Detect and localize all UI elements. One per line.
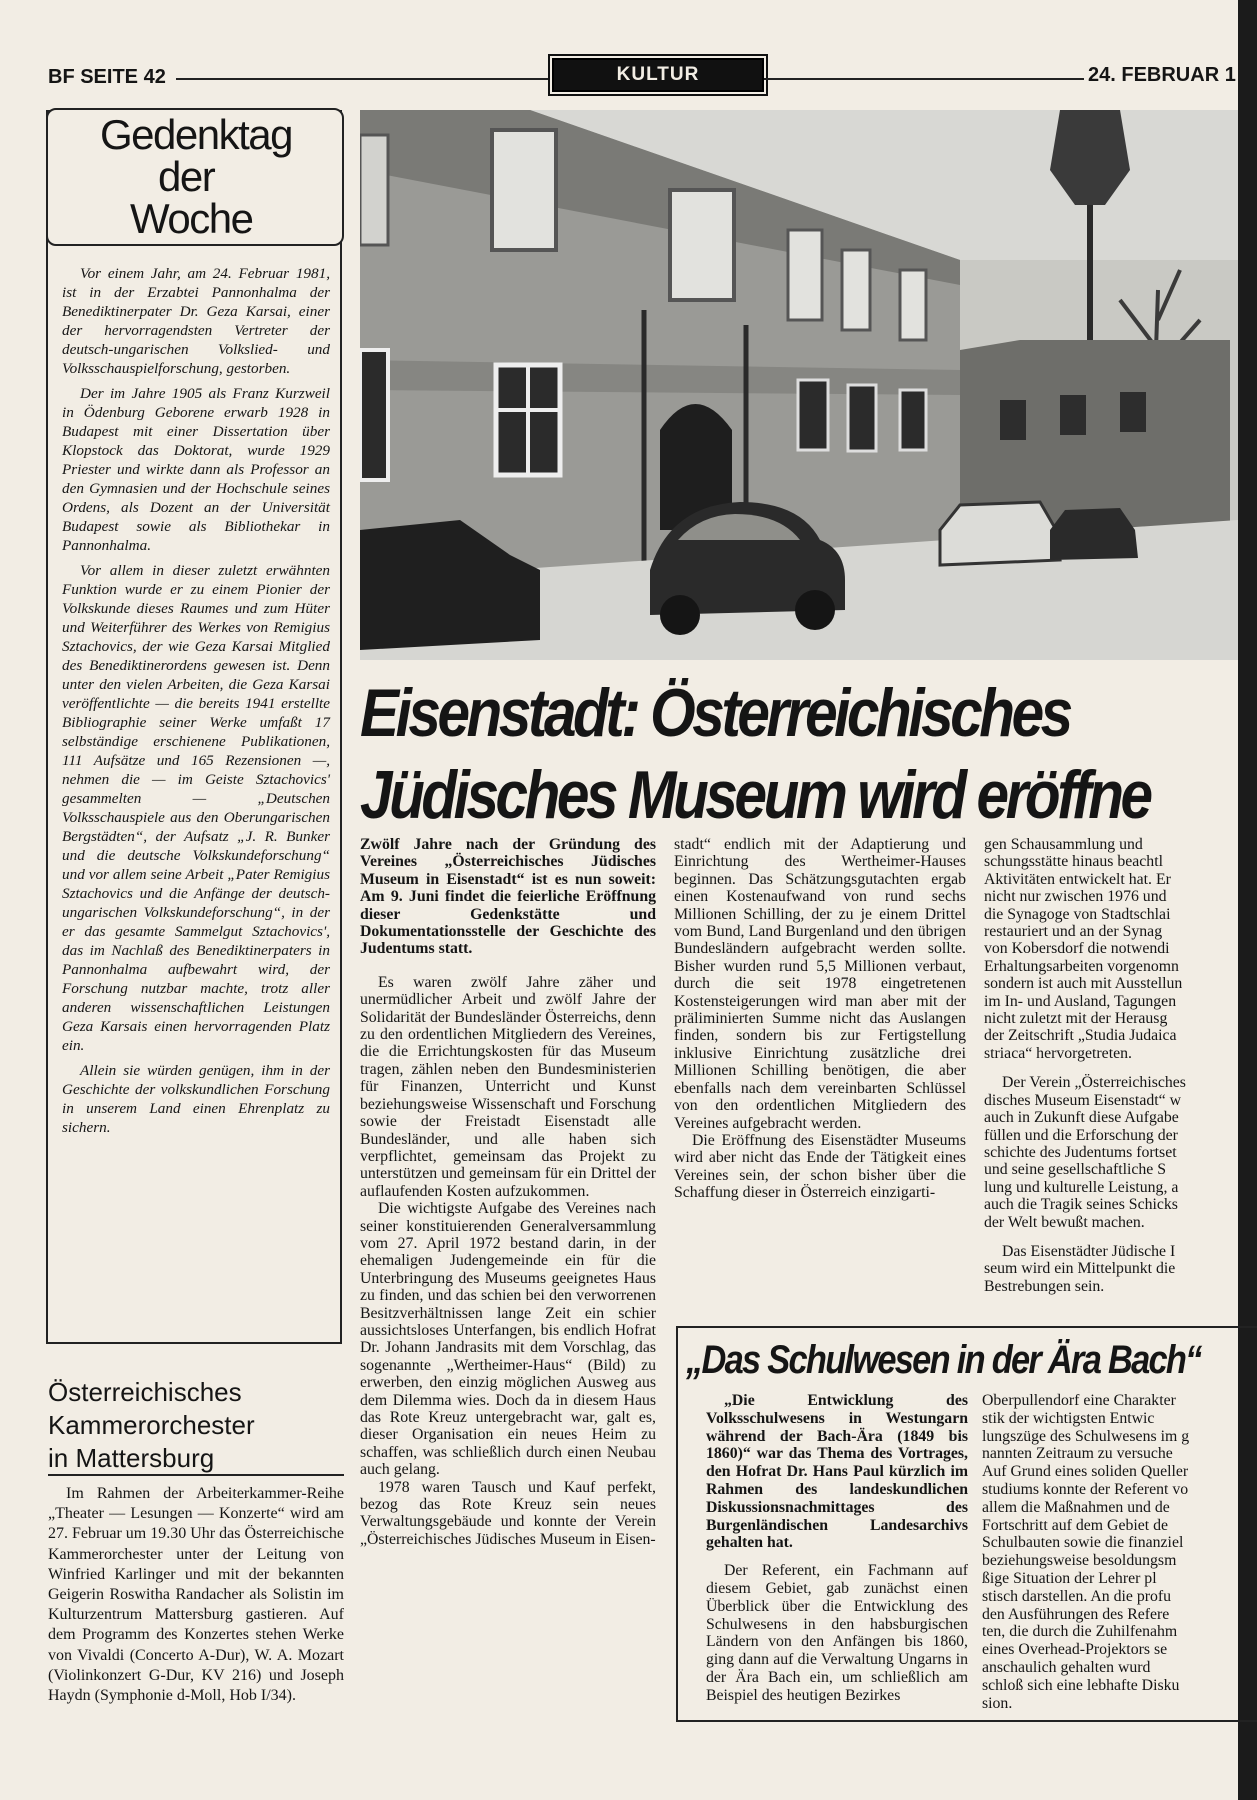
issue-date: 24. FEBRUAR 1 <box>1088 64 1236 86</box>
text-line: schloß sich eine lebhafte Disku <box>982 1676 1180 1694</box>
text-line: Schulbauten sowie die finanziel <box>982 1534 1184 1552</box>
gedenktag-paragraph: Der im Jahre 1905 als Franz Kurzweil in Ödenburg Geborene erwarb 1928 in Budapest mit einer Dissertation über Klopstock das Doktorat, wurde 1929 Priester und wirkte dann als Professor an den Gymnasien und der Hochschule seines Ordens, als Dozent an der Universität Budapest sowie als Bibliothekar in Pannonhalma. <box>62 385 330 554</box>
text-line: Bestrebungen sein. <box>984 1277 1105 1295</box>
wertheimer-house-photo <box>360 110 1238 660</box>
museum-paragraph: Es waren zwölf Jahre zäher und unermüdlicher Arbeit und zwölf Jahre der Solidarität der Bundesländer Österreichs, denn zu den ordentlichen Mitgliedern des Vereines, die die Errichtungskosten für das Museum tragen, zählen neben den Bundesministerien für Finanzen, Unterricht und Kunst beziehungsweise Wissenschaft und Forschung sowie der Freistadt Eisenstadt alle Bundesländer, und alle haben sich verpflichtet, gemeinsam das Projekt zu unterstützen und gemeinsam für ein Drittel der auflaufenden Kosten aufzukommen. <box>360 973 656 1200</box>
text-line: nannten Zeitraum zu versuche <box>982 1445 1173 1463</box>
text-line: studiums konnte der Referent vo <box>982 1480 1189 1498</box>
gedenktag-text <box>62 264 330 1143</box>
kammerorchester-headline-line2: Kammerorchester <box>48 1410 255 1440</box>
text-line: Oberpullendorf eine Charakter <box>982 1392 1176 1409</box>
text-line: lungszüge des Schulwesens im g <box>982 1427 1190 1445</box>
museum-column-3-block-c <box>984 1243 1244 1295</box>
kammerorchester-rule <box>48 1474 344 1476</box>
schulwesen-lead: „Die Entwicklung des Volksschulwesens in Westungarn während der Bach-Ära (1849 bis 1860)“ war das Thema des Vortrages, den Hofrat Dr. Hans Paul kürzlich im Rahmen des landeskundlichen Diskussionsnachmittages des Burgenländischen Landesarchivs gehalten hat. <box>706 1392 968 1552</box>
text-line: sondern ist auch mit Ausstellun <box>984 975 1183 993</box>
museum-lead: Zwölf Jahre nach der Gründung des Vereines „Österreichisches Jüdisches Museum in Eisenstadt“ ist es nun soweit: Am 9. Juni findet die feierliche Eröffnung dieser Gedenkstätte und Dokumentationsstelle der Geschichte des Judentums statt. <box>360 836 656 958</box>
text-line: sion. <box>982 1694 1013 1712</box>
text-line: füllen und die Erforschung der <box>984 1126 1178 1144</box>
museum-paragraph: Die Eröffnung des Eisenstädter Museums wird aber nicht das Ende der Tätigkeit eines Vereines sein, der schon bisher über die Schaffung dieser in Österreich einzigarti- <box>674 1131 966 1202</box>
text-line: auch in Zukunft diese Aufgabe <box>984 1109 1179 1127</box>
text-line: Fortschritt auf dem Gebiet de <box>982 1516 1168 1534</box>
gedenktag-paragraph: Vor einem Jahr, am 24. Februar 1981, ist in der Erzabtei Pannonhalma der Benediktinerpater Dr. Geza Karsai, einer der hervorragendsten Vertreter der deutsch-ungarischen Volkslied- und Volksschauspielforschung, gestorben. <box>62 265 330 377</box>
text-line: eines Overhead-Projektors se <box>982 1641 1168 1659</box>
text-line: von Kobersdorf die notwendi <box>984 940 1170 958</box>
text-line: den Ausführungen des Refere <box>982 1605 1170 1623</box>
text-line: nicht zuletzt mit der Herausg <box>984 1010 1168 1028</box>
gedenktag-title-line2: der <box>158 153 215 200</box>
text-line: und seine gesellschaftliche S <box>984 1161 1167 1179</box>
museum-column-3-block-a <box>984 836 1244 1062</box>
museum-column-1 <box>360 836 656 1548</box>
kammerorchester-headline-line1: Österreichisches <box>48 1377 242 1407</box>
museum-paragraph: Die wichtigste Aufgabe des Vereines nach seiner konstituierenden Generalversammlung vom 27. April 1972 bestand darin, in der ehemaligen Judengemeinde ein für die Unterbringung des Museums geeignetes Haus zu finden, und das schien bei den verworrenen Besitzverhältnissen lange Zeit ein schier aussichtsloses Unterfangen, bis endlich Hofrat Dr. Johann Jandrasits mit dem Vorschlag, das sogenannte „Wertheimer-Haus“ (Bild) zu erwerben, den einzig möglichen Ausweg aus dem Dilemma wies. Doch da in diesem Haus das Rote Kreuz untergebracht war, galt es, dieser Organisation ein neues Heim zu schaffen, was schließlich durch einen Neubau auch gelang. <box>360 1200 656 1479</box>
museum-headline <box>360 672 1150 836</box>
text-line: auch die Tragik seines Schicks <box>984 1196 1178 1214</box>
kammerorchester-text <box>48 1484 344 1706</box>
text-line: stisch darstellen. An die profu <box>982 1587 1172 1605</box>
text-line: seum wird ein Mittelpunkt die <box>984 1260 1176 1278</box>
schulwesen-headline: „Das Schulwesen in der Ära Bach“ <box>686 1338 1201 1382</box>
text-line: striaca“ hervorgetreten. <box>984 1044 1132 1062</box>
text-line: gen Schausammlung und <box>984 836 1143 853</box>
header-rule-left <box>176 78 550 80</box>
text-line: Das Eisenstädter Jüdische I <box>1002 1242 1176 1260</box>
text-line: Erhaltungsarbeiten vorgenomn <box>984 957 1179 975</box>
kammerorchester-headline-line3: in Mattersburg <box>48 1443 215 1473</box>
page-number: BF SEITE 42 <box>48 66 166 88</box>
kammerorchester-paragraph: Im Rahmen der Arbeiterkammer-Reihe „Theater — Lesungen — Konzerte“ wird am 27. Februar um 19.30 Uhr das Österreichische Kammerorchester unter der Leitung von Winfried Karlinger und mit der bekannten Geigerin Roswitha Randacher als Solistin im Kulturzentrum Mattersburg gastieren. Auf dem Programm des Konzertes stehen Werke von Vivaldi (Concerto A-Dur), W. A. Mozart (Violinkonzert G-Dur, KV 216) und Joseph Haydn (Symphonie d-Moll, Hob I/34). <box>48 1485 344 1705</box>
text-line: stik der wichtigsten Entwic <box>982 1409 1155 1427</box>
photo-illustration <box>360 110 1238 660</box>
text-line: schichte des Judentums fortset <box>984 1143 1177 1161</box>
text-line: der Zeitschrift „Studia Judaica <box>984 1027 1177 1045</box>
schulwesen-column-1 <box>706 1392 968 1705</box>
text-line: Der Verein „Österreichisches <box>1002 1074 1186 1092</box>
text-line: schungsstätte hinaus beachtl <box>984 853 1163 871</box>
museum-column-3-block-b <box>984 1074 1244 1231</box>
schulwesen-column-2 <box>982 1392 1244 1712</box>
text-line: anschaulich gehalten wurd <box>982 1658 1151 1676</box>
text-line: restauriert und an der Synag <box>984 923 1163 941</box>
museum-column-2 <box>674 836 966 1202</box>
schulwesen-paragraph: Der Referent, ein Fachmann auf diesem Gebiet, gab zunächst einen Überblick über die Entwicklung des Schulwesens in den habsburgischen Ländern von den Anfängen bis 1860, ging dann auf die Verwaltung Ungarns in der Ära Bach ein, um schließlich am Beispiel des heutigen Bezirkes <box>706 1562 968 1704</box>
text-line: Aktivitäten entwickelt hat. Er <box>984 870 1171 888</box>
museum-headline-line2: Jüdisches Museum wird eröffne <box>360 757 1150 833</box>
text-line: ten, die durch die Zuhilfenahm <box>982 1623 1178 1641</box>
gedenktag-paragraph: Allein sie würden genügen, ihm in der Geschichte der volkskundlichen Forschung in unserem Land einen Ehrenplatz zu sichern. <box>62 1062 330 1136</box>
section-label: KULTUR <box>552 58 764 92</box>
gedenktag-title-line1: Gedenktag <box>100 111 292 158</box>
kammerorchester-headline <box>48 1376 344 1475</box>
header-rule-right <box>764 78 1084 80</box>
museum-paragraph: stadt“ endlich mit der Adaptierung und Einrichtung des Wertheimer-Hauses beginnen. Das Schätzungsgutachten ergab einen Kostenaufwand von rund sechs Millionen Schilling, der zu je einem Drittel vom Bund, Land Burgenland und den übrigen Bundesländern aufgebracht werden sollte. Bisher wurden rund 5,5 Millionen verbaut, durch die seit 1978 eingetretenen Kostensteigerungen wird man aber mit der präliminierten Summe nicht das Auslangen finden, sondern bis zur Fertigstellung inklusive Einrichtung zusätzliche drei Millionen Schilling benötigen, die aber ebenfalls nach dem vereinbarten Schlüssel von den ordentlichen Mitgliedern des Vereines aufgebracht werden. <box>674 836 966 1132</box>
text-line: Auf Grund eines soliden Queller <box>982 1463 1189 1481</box>
text-line: im In- und Ausland, Tagungen <box>984 992 1177 1010</box>
text-line: die Synagoge von Stadtschlai <box>984 905 1171 923</box>
gedenktag-title-line3: Woche <box>130 195 253 242</box>
museum-column-3 <box>984 836 1244 1295</box>
text-line: beziehungsweise besoldungsm <box>982 1552 1177 1570</box>
museum-headline-line1: Eisenstadt: Österreichisches <box>360 675 1070 751</box>
gedenktag-paragraph: Vor allem in dieser zuletzt erwähnten Funktion wurde er zu einem Pionier der Volkskunde dieses Raumes und zum Hüter und Weiterführer des Werkes von Remigius Sztachovics, der wie Geza Karsai Mitglied des Benediktinerordens gewesen ist. Denn unter den vielen Arbeiten, die Geza Karsai veröffentlichte — die bereits 1941 erstellte Bibliographie seiner Werke umfaßt 17 selbständige erschienene Publikationen, 111 Aufsätze und 165 Rezensionen —, nehmen die — im Geiste Sztachovics' gesammelten — „Deutschen Volksschauspiele aus den Oberungarischen Bergstädten“, der Aufsatz „J. R. Bunker und die deutsche Volkskundeforschung“ und vor allem seine Arbeit „Pater Remigius Sztachovics und die Anfänge der deutsch-ungarischen Volkskundeforschung“, in der er das gesamte Sammelgut Sztachovics', das im Nachlaß des Benediktinerpaters in Pannonhalma aufbewahrt wird, der Forschung nutzbar machte, trotz aller anderen wissenschaftlichen Leistungen Geza Karsais einen hervorragenden Platz ein. <box>62 562 330 1054</box>
text-line: allem die Maßnahmen und de <box>982 1498 1170 1516</box>
text-line: lung und kulturelle Leistung, a <box>984 1178 1179 1196</box>
gedenktag-title <box>46 108 344 246</box>
museum-paragraph: 1978 waren Tausch und Kauf perfekt, bezog das Rote Kreuz sein neues Verwaltungsgebäude und konnte der Verein „Österreichisches Jüdisches Museum in Eisen- <box>360 1478 656 1548</box>
text-line: nicht nur zwischen 1976 und <box>984 888 1167 906</box>
text-line: ßige Situation der Lehrer pl <box>982 1569 1157 1587</box>
text-line: disches Museum Eisenstadt“ w <box>984 1091 1181 1109</box>
text-line: der Welt bewußt machen. <box>984 1213 1145 1231</box>
